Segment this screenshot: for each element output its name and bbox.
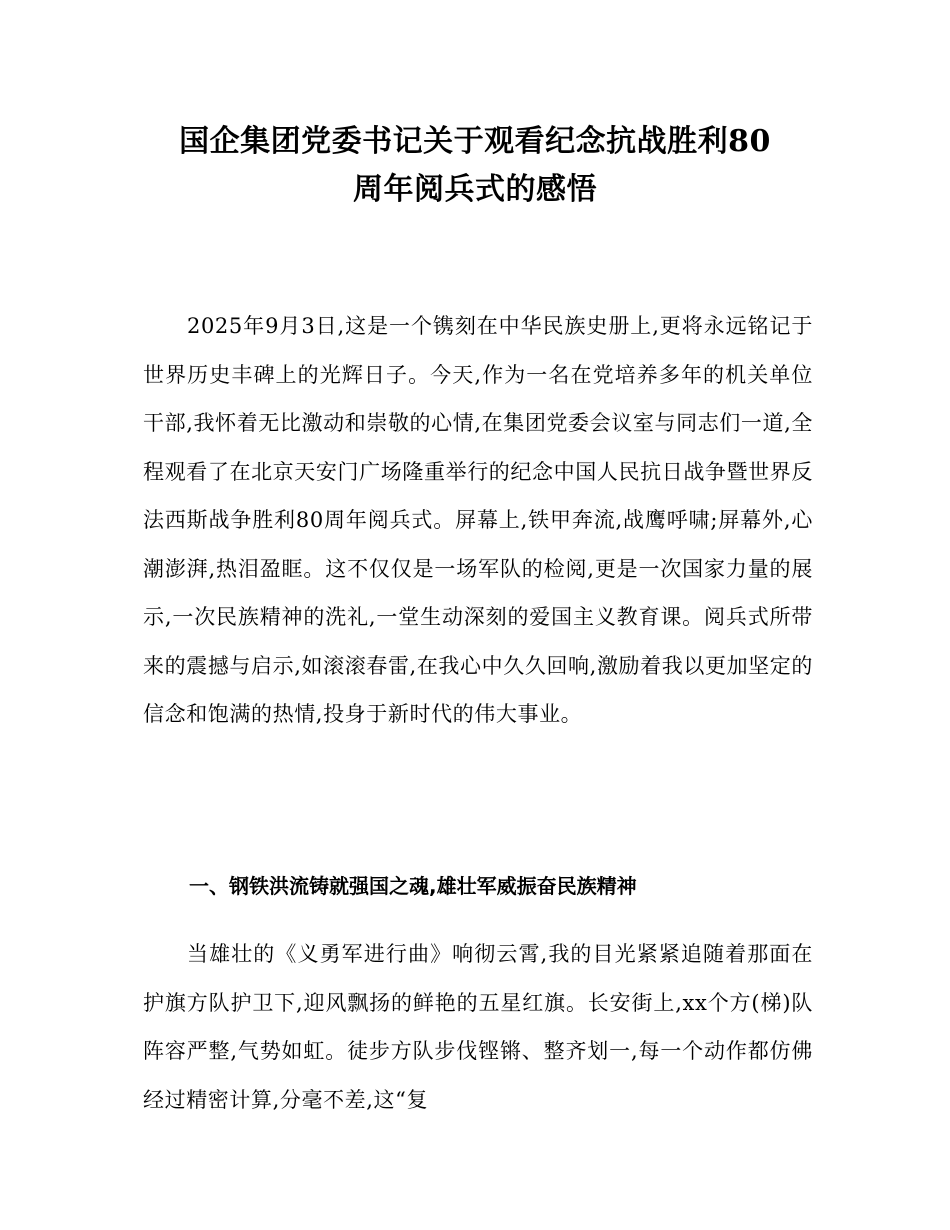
intro-paragraph: 2025年9月3日,这是一个镌刻在中华民族史册上,更将永远铭记于世界历史丰碑上的光辉日子。今天,作为一名在党培养多年的机关单位干部,我怀着无比激动和崇敬的心情,在集团党委会议室与同志们一道,全程观看了在北京天安门广场隆重举行的纪念中国人民抗日战争暨世界反法西斯战争胜利80周年阅兵式。屏幕上,铁甲奔流,战鹰呼啸;屏幕外,心潮澎湃,热泪盈眶。这不仅仅是一场军队的检阅,更是一次国家力量的展示,一次民族精神的洗礼,一堂生动深刻的爱国主义教育课。阅兵式所带来的震撼与启示,如滚滚春雷,在我心中久久回响,激励着我以更加坚定的信念和饱满的热情,投身于新时代的伟大事业。 — [143, 314, 813, 726]
document-title — [120, 118, 830, 214]
section-1-paragraph: 当雄壮的《义勇军进行曲》响彻云霄,我的目光紧紧追随着那面在护旗方队护卫下,迎风飘扬的鲜艳的五星红旗。长安街上,xx个方(梯)队阵容严整,气势如虹。徒步方队步伐铿锵、整齐划一,每一个动作都仿佛经过精密计算,分毫不差,这“复 — [143, 942, 813, 1112]
title-line-1: 国企集团党委书记关于观看纪念抗战胜利80 — [179, 124, 771, 159]
title-line-2: 周年阅兵式的感悟 — [353, 172, 597, 207]
section-heading-1: 一、钢铁洪流铸就强国之魂,雄壮军威振奋民族精神 — [189, 874, 637, 898]
